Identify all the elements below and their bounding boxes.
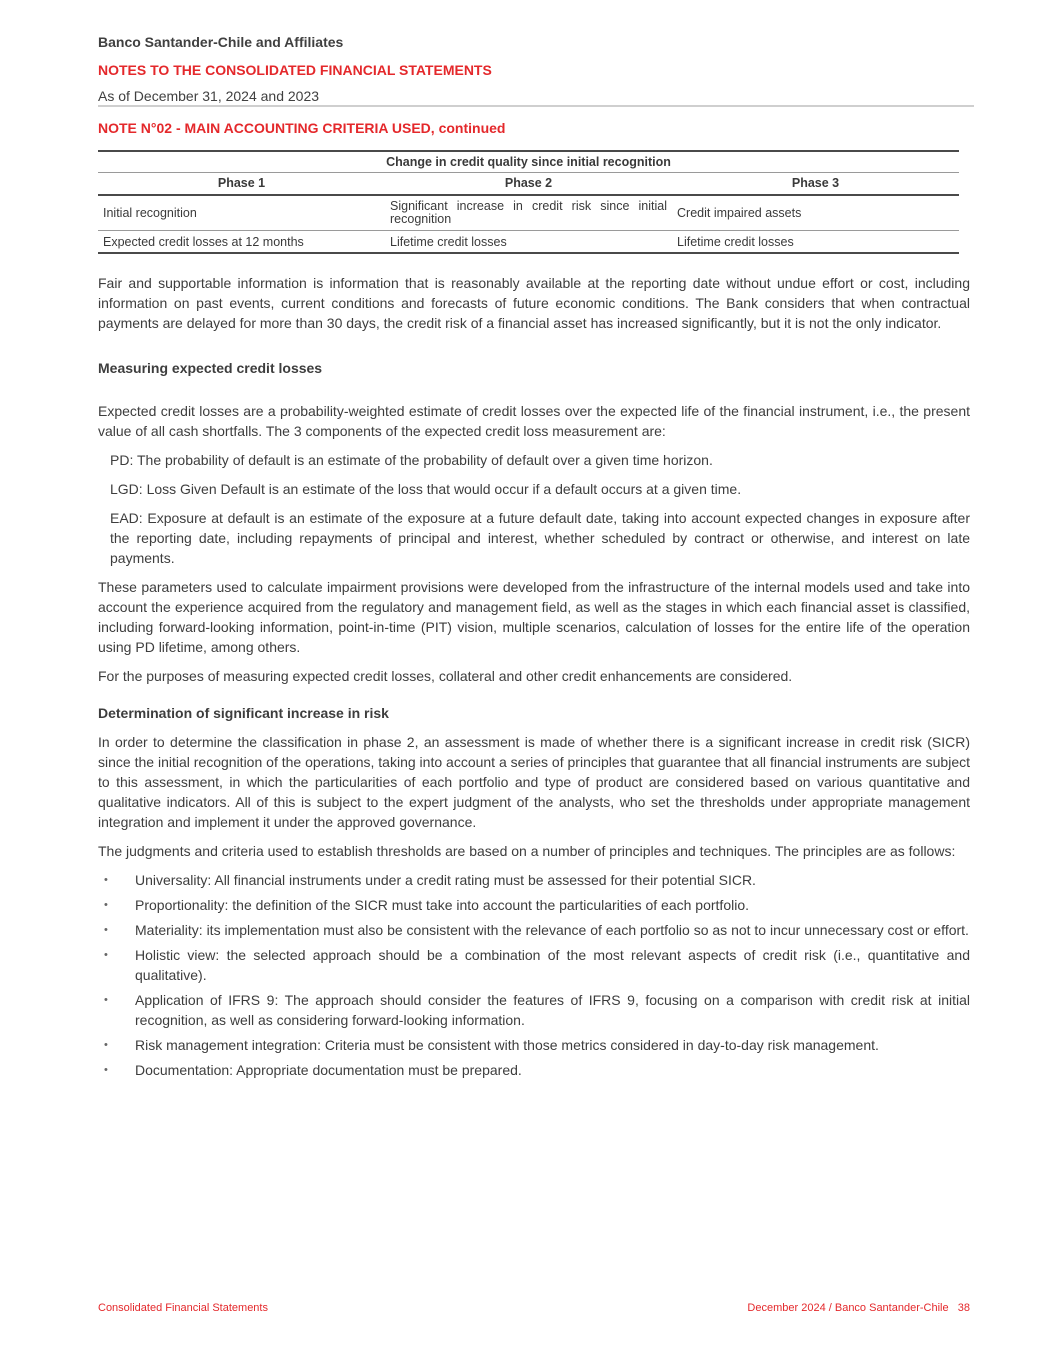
bullet-icon: • [104,924,108,936]
column-header-phase-3: Phase 3 [791,176,840,190]
table-cell: Expected credit losses at 12 months [103,234,304,249]
list-item [98,945,970,985]
list-item-text: Application of IFRS 9: The approach should consider the features of IFRS 9, focusing on a comparison with credit risk at initial recognition, as well as considering forward-looking information. [135,992,970,1028]
notes-title: NOTES TO THE CONSOLIDATED FINANCIAL STATEMENTS [98,62,492,78]
paragraph-parameters: These parameters used to calculate impairment provisions were developed from the infrastructure of the internal models used and take into account the experience acquired from the regulatory and management field, as well as the stages in which each financial asset is classified, including forward-looking information, point-in-time (PIT) vision, multiple scenarios, calculation of losses for the entire life of the operation using PD lifetime, among others. [98,579,970,655]
table-row [98,231,959,254]
paragraph-pd: PD: The probability of default is an estimate of the probability of default over a given time horizon. [110,452,713,468]
bullet-icon: • [104,949,108,961]
bullet-icon: • [104,899,108,911]
company-name: Banco Santander-Chile and Affiliates [98,34,344,50]
table-row [98,196,959,231]
table-cell: Credit impaired assets [677,206,802,220]
list-item [98,920,970,940]
column-header-phase-2: Phase 2 [504,176,553,190]
paragraph-phase-2-classification: In order to determine the classification in phase 2, an assessment is made of whether there is a significant increase in credit risk (SICR) since the initial recognition of the operations, taking into account a series of principles that guarantee that all financial instruments are subject to this assessment, in which the particularities of each portfolio and type of product are considered based on various quantitative and qualitative indicators. All of this is subject to the expert judgment of the analysts, who set the thresholds under appropriate management integration and implement it under the approved governance. [98,734,970,830]
bullet-icon: • [104,1064,108,1076]
principles-list [98,870,970,1080]
report-date: As of December 31, 2024 and 2023 [98,88,320,104]
footer-document-name: Consolidated Financial Statements [98,1302,268,1314]
table-header-row [98,173,959,196]
list-item-text: Risk management integration: Criteria must be consistent with those metrics considered in day-to-day risk management. [135,1037,879,1053]
list-item [98,990,970,1030]
bullet-icon: • [104,994,108,1006]
table-cell: Initial recognition [103,206,197,220]
list-item-text: Universality: All financial instruments under a credit rating must be assessed for their potential SICR. [135,872,756,888]
list-item [98,870,970,890]
list-item-text: Documentation: Appropriate documentation must be prepared. [135,1062,522,1078]
paragraph-collateral: For the purposes of measuring expected credit losses, collateral and other credit enhancements are considered. [98,668,793,684]
paragraph-thresholds: The judgments and criteria used to establish thresholds are based on a number of principles and techniques. The principles are as follows: [98,843,956,859]
list-item-text: Materiality: its implementation must also be consistent with the relevance of each portfolio so as not to incur unnecessary cost or effort. [135,922,969,938]
column-header-phase-1: Phase 1 [217,176,266,190]
list-item-text: Holistic view: the selected approach should be a combination of the most relevant aspects of credit risk (i.e., quantitative and qualitative). [135,947,970,983]
document-page [98,0,970,1365]
list-item [98,1060,970,1080]
document-body [98,273,970,1080]
paragraph-ecl-definition: Expected credit losses are a probability-weighted estimate of credit losses over the expected life of the financial instrument, i.e., the present value of all cash shortfalls. The 3 components of the expected credit loss measurement are: [98,403,970,439]
table-cell: Lifetime credit losses [390,234,507,249]
table-cell: Significant increase in credit risk since initial recognition [390,199,667,226]
footer-page-info: December 2024 / Banco Santander-Chile 38 [747,1302,970,1314]
section-heading-measuring-ecl: Measuring expected credit losses [98,360,323,376]
list-item-text: Proportionality: the definition of the SICR must take into account the particularities of each portfolio. [135,897,749,913]
bullet-icon: • [104,1039,108,1051]
credit-quality-table [98,150,959,254]
note-title: NOTE N°02 - MAIN ACCOUNTING CRITERIA USED, continued [98,120,506,136]
header-divider [98,105,974,107]
table-cell: Lifetime credit losses [677,234,794,249]
paragraph-fair-information: Fair and supportable information is information that is reasonably available at the reporting date without undue effort or cost, including information on past events, current conditions and forecasts of future economic conditions. The Bank considers that when contractual payments are delayed for more than 30 days, the credit risk of a financial asset has increased significantly, but it is not the only indicator. [98,275,970,331]
table-super-header: Change in credit quality since initial recognition [98,152,959,173]
list-item [98,895,970,915]
paragraph-lgd: LGD: Loss Given Default is an estimate of the loss that would occur if a default occurs at a given time. [110,481,742,497]
section-heading-significant-increase: Determination of significant increase in risk [98,705,389,721]
paragraph-ead: EAD: Exposure at default is an estimate of the exposure at a future default date, taking into account expected changes in exposure after the reporting date, including repayments of principal and interest, whether scheduled by contract or otherwise, and interest on late payments. [110,510,970,566]
bullet-icon: • [104,874,108,886]
list-item [98,1035,970,1055]
